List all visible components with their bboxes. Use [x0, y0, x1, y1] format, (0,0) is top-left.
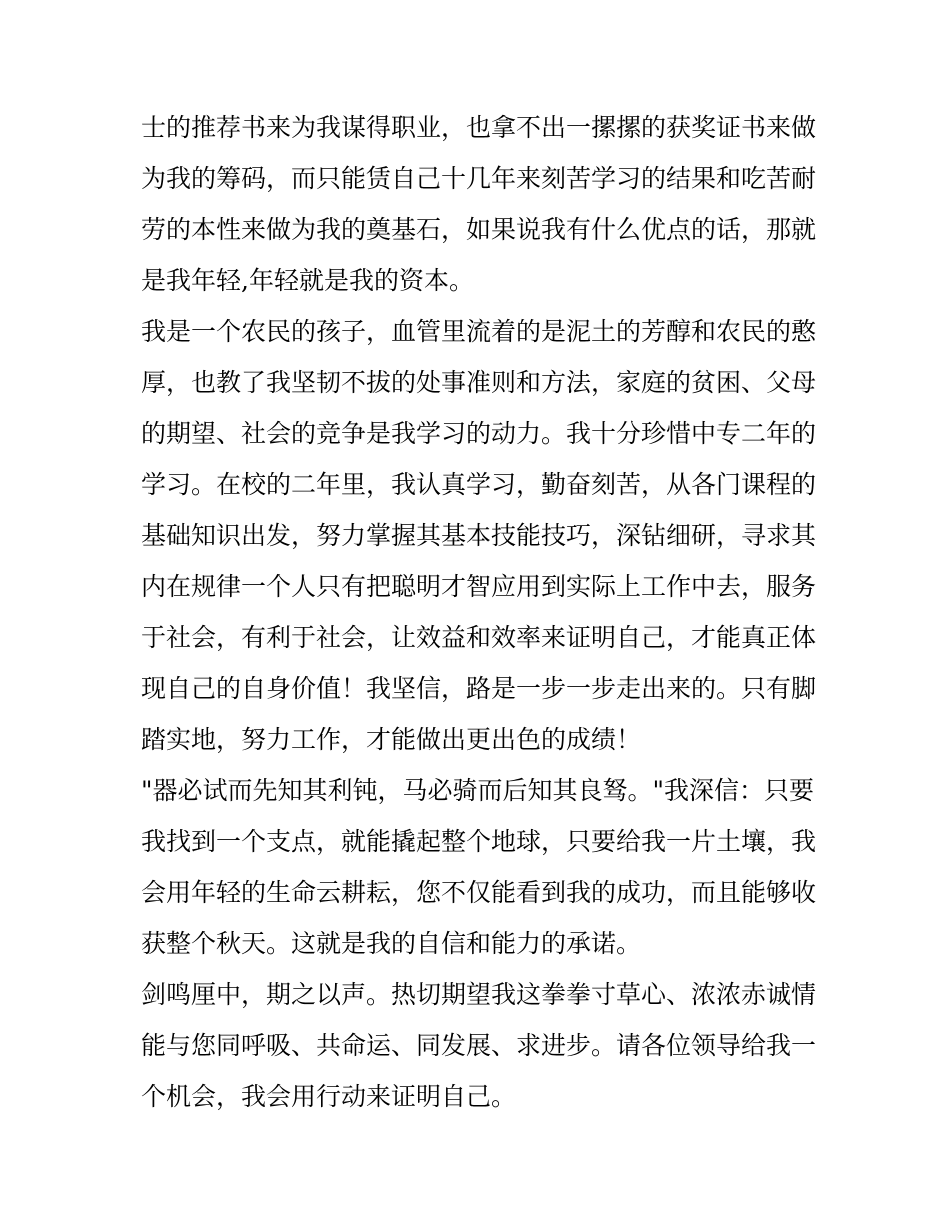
text-line: 的期望、社会的竞争是我学习的动力。我十分珍惜中专二年的 [141, 419, 817, 448]
text-line: 厚，也教了我坚韧不拔的处事准则和方法，家庭的贫困、父母 [141, 368, 817, 397]
paragraph-2 [141, 306, 817, 765]
paragraph-1 [141, 102, 817, 306]
text-line: 于社会，有利于社会，让效益和效率来证明自己，才能真正体 [141, 623, 817, 652]
text-line: 个机会，我会用行动来证明自己。 [141, 1082, 517, 1111]
paragraph-4 [141, 969, 817, 1122]
text-line: 基础知识出发，努力掌握其基本技能技巧，深钻细研，寻求其 [141, 521, 817, 550]
text-line: 现自己的自身价值！我坚信，路是一步一步走出来的。只有脚 [141, 674, 817, 703]
text-line: 会用年轻的生命云耕耘，您不仅能看到我的成功，而且能够收 [141, 878, 817, 907]
paragraph-3 [141, 765, 817, 969]
text-line: 踏实地，努力工作，才能做出更出色的成绩！ [141, 725, 642, 754]
text-line: 士的推荐书来为我谋得职业，也拿不出一摞摞的获奖证书来做 [141, 113, 817, 142]
text-line: "器必试而先知其利钝，马必骑而后知其良驽。"我深信：只要 [141, 776, 815, 805]
text-line: 为我的筹码，而只能赁自己十几年来刻苦学习的结果和吃苦耐 [141, 164, 817, 193]
text-line: 获整个秋天。这就是我的自信和能力的承诺。 [141, 929, 642, 958]
text-line: 能与您同呼吸、共命运、同发展、求进步。请各位领导给我一 [141, 1031, 817, 1060]
text-line: 剑鸣厘中，期之以声。热切期望我这拳拳寸草心、浓浓赤诚情 [141, 980, 817, 1009]
text-line: 我找到一个支点，就能撬起整个地球，只要给我一片土壤，我 [141, 827, 817, 856]
text-line: 我是一个农民的孩子，血管里流着的是泥土的芳醇和农民的憨 [141, 317, 817, 346]
text-line: 内在规律一个人只有把聪明才智应用到实际上工作中去，服务 [141, 572, 817, 601]
text-line: 劳的本性来做为我的奠基石，如果说我有什么优点的话，那就 [141, 215, 817, 244]
text-line: 学习。在校的二年里，我认真学习，勤奋刻苦，从各门课程的 [141, 470, 817, 499]
document-body [141, 102, 817, 1122]
text-line: 是我年轻,年轻就是我的资本。 [141, 266, 474, 295]
